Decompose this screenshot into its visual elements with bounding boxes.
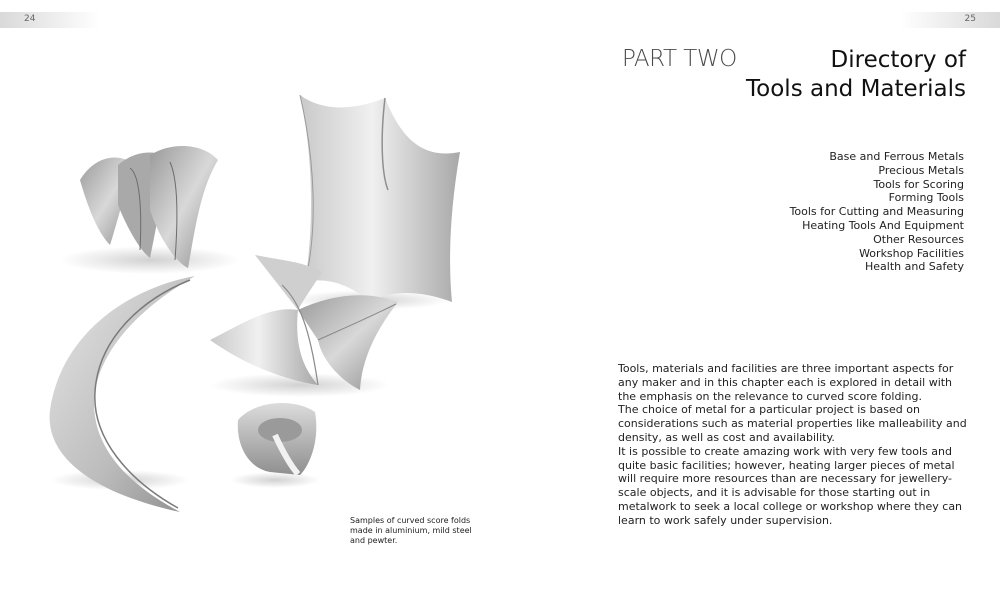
contents-item: Tools for Cutting and Measuring <box>789 205 964 219</box>
caption-line: and pewter. <box>350 536 398 545</box>
photo-caption <box>350 516 480 546</box>
contents-item: Base and Ferrous Metals <box>829 150 964 163</box>
contents-item: Workshop Facilities <box>859 246 964 260</box>
caption-line: Samples of curved score folds <box>350 516 471 525</box>
contents-item: Precious Metals <box>878 163 964 177</box>
page-number: 25 <box>964 14 976 24</box>
crescent-sculpture <box>50 276 195 512</box>
intro-body-text <box>618 362 968 528</box>
metal-folds-photo <box>0 40 500 540</box>
right-page <box>500 0 1000 591</box>
contents-item: Heating Tools And Equipment <box>802 218 964 232</box>
contents-item: Other Resources <box>873 232 964 246</box>
folio-bar <box>0 12 100 28</box>
chapter-contents-list <box>790 150 964 274</box>
body-paragraph: It is possible to create amazing work with very few tools and quite basic facilities; however, heating larger pieces of metal will require more resources than are necessary for jewellery-scale objects, and it is advisable for those starting out in metalwork to seek a local college or workshop where they can learn to work safely under supervision. <box>618 444 963 527</box>
textured-fold-sculpture <box>60 146 240 274</box>
cup-sculpture <box>230 403 320 488</box>
contents-item: Tools for Scoring <box>873 177 964 191</box>
folio-bar <box>900 12 1000 28</box>
contents-item: Forming Tools <box>888 191 964 205</box>
title-line: Tools and Materials <box>746 76 966 102</box>
caption-line: made in aluminium, mild steel <box>350 526 472 535</box>
contents-item: Health and Safety <box>865 260 964 274</box>
chapter-title <box>746 46 966 104</box>
page-number: 24 <box>24 14 36 24</box>
body-paragraph: The choice of metal for a particular project is based on considerations such as material properties like malleability and density, as well as cost and availability. <box>618 403 967 444</box>
body-paragraph: Tools, materials and facilities are three important aspects for any maker and in this chapter each is explored in detail with the emphasis on the relevance to curved score folding. <box>618 362 954 403</box>
part-label: PART TWO <box>622 46 737 72</box>
title-line: Directory of <box>830 47 966 73</box>
